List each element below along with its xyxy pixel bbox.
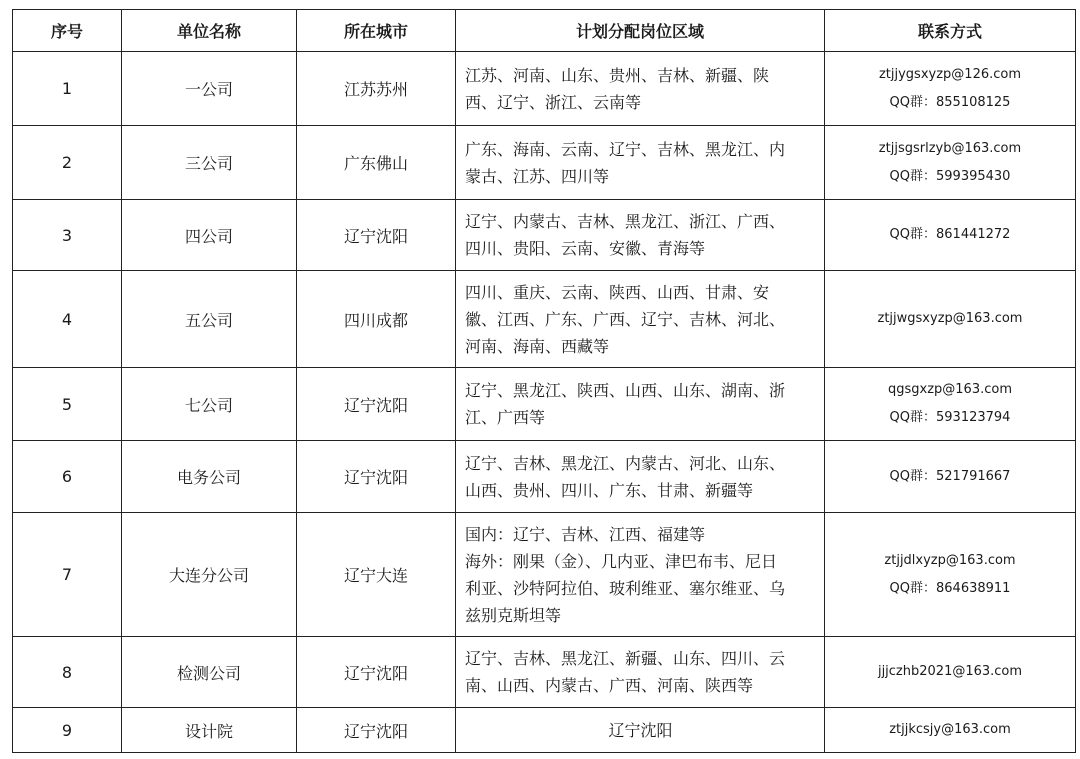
cell-region: [456, 271, 825, 368]
cell-region: [456, 441, 825, 513]
region-line: 徽、江西、广东、广西、辽宁、吉林、河北、: [465, 309, 786, 329]
contact-line: QQ群：593123794: [889, 410, 1011, 425]
contact-line: ztjjsgsrlzyb@163.com: [878, 140, 1022, 156]
cell-region: [456, 126, 825, 200]
region-line: 海外：刚果（金）、几内亚、津巴布韦、尼日: [465, 551, 778, 571]
table-row: [13, 126, 1076, 200]
contact-line: QQ群：855108125: [889, 94, 1011, 110]
contact-line: QQ群：861441272: [889, 227, 1011, 242]
cell-region: [456, 368, 825, 441]
cell-unit: 电务公司: [122, 441, 297, 513]
cell-index: 5: [13, 368, 122, 441]
table-row: [13, 441, 1076, 513]
contact-line: ztjjdlxyzp@163.com: [884, 552, 1016, 568]
cell-contact: [825, 708, 1076, 753]
cell-index: 2: [13, 126, 122, 200]
region-line: 兹别克斯坦等: [465, 605, 562, 625]
cell-region: [456, 637, 825, 708]
cell-city: 广东佛山: [297, 126, 456, 200]
table-row: [13, 513, 1076, 637]
region-line: 国内：辽宁、吉林、江西、福建等: [465, 524, 706, 544]
cell-city: 辽宁沈阳: [297, 708, 456, 753]
region-line: 江苏、河南、山东、贵州、吉林、新疆、陕: [465, 65, 770, 85]
table-row: [13, 200, 1076, 271]
region-line: 利亚、沙特阿拉伯、玻利维亚、塞尔维亚、乌: [465, 578, 786, 598]
cell-city: 辽宁大连: [297, 513, 456, 637]
cell-city: 四川成都: [297, 271, 456, 368]
header-city: 所在城市: [297, 10, 456, 52]
cell-contact: [825, 52, 1076, 126]
contact-line: ztjjygsxyzp@126.com: [878, 66, 1022, 82]
cell-city: 辽宁沈阳: [297, 200, 456, 271]
region-line: 四川、贵阳、云南、安徽、青海等: [465, 239, 706, 258]
region-line: 西、辽宁、浙江、云南等: [465, 92, 642, 112]
cell-index: 4: [13, 271, 122, 368]
cell-contact: [825, 441, 1076, 513]
cell-city: 江苏苏州: [297, 52, 456, 126]
cell-contact: [825, 368, 1076, 441]
region-line: 山西、贵州、四川、广东、甘肃、新疆等: [465, 480, 754, 500]
recruitment-table: [12, 9, 1076, 753]
cell-index: 3: [13, 200, 122, 271]
cell-index: 6: [13, 441, 122, 513]
region-line: 江、广西等: [465, 408, 546, 427]
region-line: 辽宁、吉林、黑龙江、新疆、山东、四川、云: [465, 649, 786, 668]
region-line: 蒙古、江苏、四川等: [465, 166, 610, 186]
cell-contact: [825, 271, 1076, 368]
header-region: 计划分配岗位区域: [456, 10, 825, 52]
cell-unit: 大连分公司: [122, 513, 297, 637]
cell-index: 1: [13, 52, 122, 126]
contact-line: jjjczhb2021@163.com: [877, 664, 1023, 679]
cell-city: 辽宁沈阳: [297, 441, 456, 513]
cell-contact: [825, 126, 1076, 200]
region-line: 南、山西、内蒙古、广西、河南、陕西等: [465, 676, 754, 695]
region-line: 辽宁、内蒙古、吉林、黑龙江、浙江、广西、: [465, 212, 786, 231]
header-unit: 单位名称: [122, 10, 297, 52]
cell-contact: [825, 637, 1076, 708]
contact-line: QQ群：864638911: [889, 580, 1011, 596]
cell-city: 辽宁沈阳: [297, 637, 456, 708]
table-row: [13, 368, 1076, 441]
cell-city: 辽宁沈阳: [297, 368, 456, 441]
header-index: 序号: [13, 10, 122, 52]
contact-line: ztjjkcsjy@163.com: [889, 722, 1011, 737]
cell-index: 7: [13, 513, 122, 637]
cell-contact: [825, 200, 1076, 271]
cell-unit: 三公司: [122, 126, 297, 200]
table-row: [13, 708, 1076, 753]
region-line: 辽宁、黑龙江、陕西、山西、山东、湖南、浙: [465, 381, 786, 400]
cell-unit: 四公司: [122, 200, 297, 271]
cell-unit: 七公司: [122, 368, 297, 441]
cell-unit: 一公司: [122, 52, 297, 126]
cell-region: [456, 708, 825, 753]
cell-index: 9: [13, 708, 122, 753]
contact-line: QQ群：599395430: [889, 168, 1011, 184]
table-row: [13, 271, 1076, 368]
table-row: [13, 52, 1076, 126]
region-line: 河南、海南、西藏等: [465, 336, 610, 356]
cell-unit: 检测公司: [122, 637, 297, 708]
cell-unit: 五公司: [122, 271, 297, 368]
contact-line: qgsgxzp@163.com: [887, 382, 1012, 397]
region-line: 广东、海南、云南、辽宁、吉林、黑龙江、内: [465, 139, 786, 159]
cell-unit: 设计院: [122, 708, 297, 753]
contact-line: QQ群：521791667: [889, 468, 1011, 484]
header-row: [13, 10, 1076, 52]
cell-region: [456, 52, 825, 126]
cell-region: [456, 513, 825, 637]
cell-contact: [825, 513, 1076, 637]
region-line: 四川、重庆、云南、陕西、山西、甘肃、安: [465, 282, 770, 302]
region-line: 辽宁、吉林、黑龙江、内蒙古、河北、山东、: [465, 453, 786, 473]
header-contact: 联系方式: [825, 10, 1076, 52]
cell-region: [456, 200, 825, 271]
contact-line: ztjjwgsxyzp@163.com: [877, 311, 1023, 326]
cell-index: 8: [13, 637, 122, 708]
region-line: 辽宁沈阳: [608, 720, 673, 740]
table-row: [13, 637, 1076, 708]
